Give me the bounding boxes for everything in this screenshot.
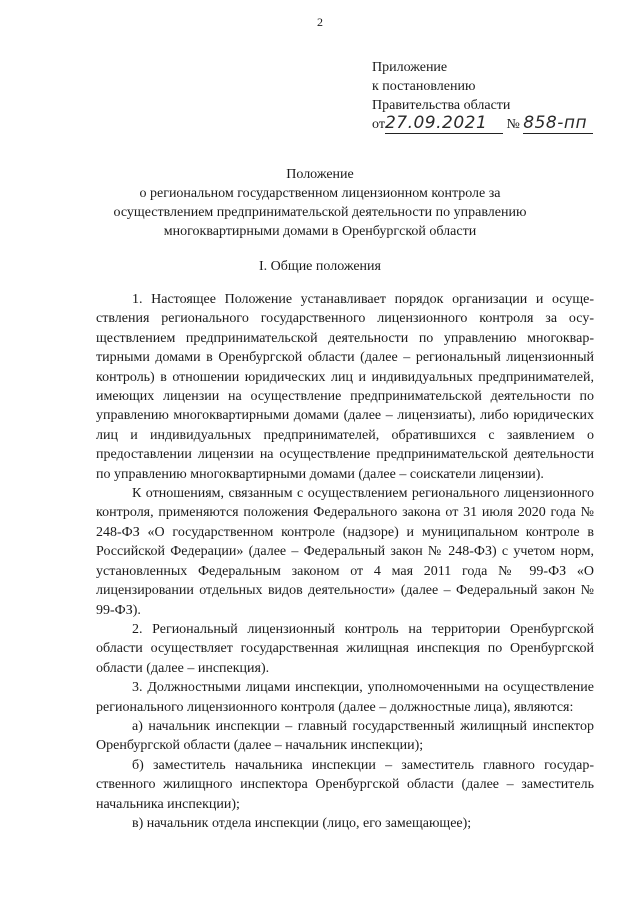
paragraph-4: 3. Должностными лицами инспекции, уполномоченными на осуществление регионального лицензионного контроля (далее – должностные лица), являются: [96, 680, 594, 715]
from-label: от [372, 117, 385, 132]
number-label: № [506, 117, 520, 132]
appendix-government: Правительства области [372, 98, 511, 113]
paragraph-6: б) заместитель начальника инспекции – заместитель главного государственного жилищного инспектора Оренбургской области (далее – заместитель начальника инспекции); [96, 757, 594, 812]
document-title [0, 165, 640, 241]
appendix-title: Приложение [372, 60, 448, 75]
appendix-date-number [372, 115, 593, 134]
title-line-4: многоквартирными домами в Оренбургской области [163, 224, 477, 239]
handwritten-date: 27.09.2021 [384, 113, 488, 133]
page-number: 2 [317, 15, 323, 29]
paragraph-5: а) начальник инспекции – главный государственный жилищный инспектор Оренбургской области (далее – начальник инспекции); [96, 718, 594, 754]
handwritten-number: 858-пп [523, 113, 588, 133]
paragraph-1: 1. Настоящее Положение устанавливает порядок организации и осуществления регионального государственного лицензионного контроля за осуществлением предпринимательской деятельности по управлению многоквартирными домами в Оренбургской области (далее – региональный лицензионный контроль) в отношении юридических лиц и индивидуальных предпринимателей, имеющих лицензии на осуществление предпринимательской деятельности по управлению многоквартирными домами (далее – лицензиаты), либо юридических лиц и индивидуальных предпринимателей, обратившихся с заявлением о предоставлении лицензии на осуществление предпринимательской деятельности по управлению многоквартирными домами (далее – соискатели лицензии). [96, 292, 594, 482]
title-line-3: осуществлением предпринимательской деятельности по управлению [113, 205, 527, 220]
paragraph-3: 2. Региональный лицензионный контроль на территории Оренбургской области осуществляет государственная жилищная инспекция по Оренбургской области (далее – инспекция). [96, 621, 594, 676]
title-line-2: о региональном государственном лицензионном контроле за [139, 186, 501, 201]
body-text [96, 290, 594, 833]
paragraph-2: К отношениям, связанным с осуществлением регионального лицензионного контроля, применяются положения Федерального закона от 31 июля 2020 года № 248-ФЗ «О государственном контроле (надзоре) и муниципальном контроле в Российской Федерации» (далее – Федеральный закон № 248-ФЗ) с учетом норм, установленных Федеральным законом от 4 мая 2011 года № 99-ФЗ «О лицензировании отдельных видов деятельности» (далее – Федеральный закон № 99-ФЗ). [96, 486, 594, 618]
appendix-resolution: к постановлению [372, 79, 476, 94]
paragraph-7: в) начальник отдела инспекции (лицо, его замещающее); [132, 815, 472, 831]
section-heading: I. Общие положения [259, 259, 381, 274]
number-field [523, 115, 593, 134]
appendix-block [372, 58, 593, 134]
title-line-1: Положение [286, 167, 354, 182]
date-field [385, 115, 503, 134]
